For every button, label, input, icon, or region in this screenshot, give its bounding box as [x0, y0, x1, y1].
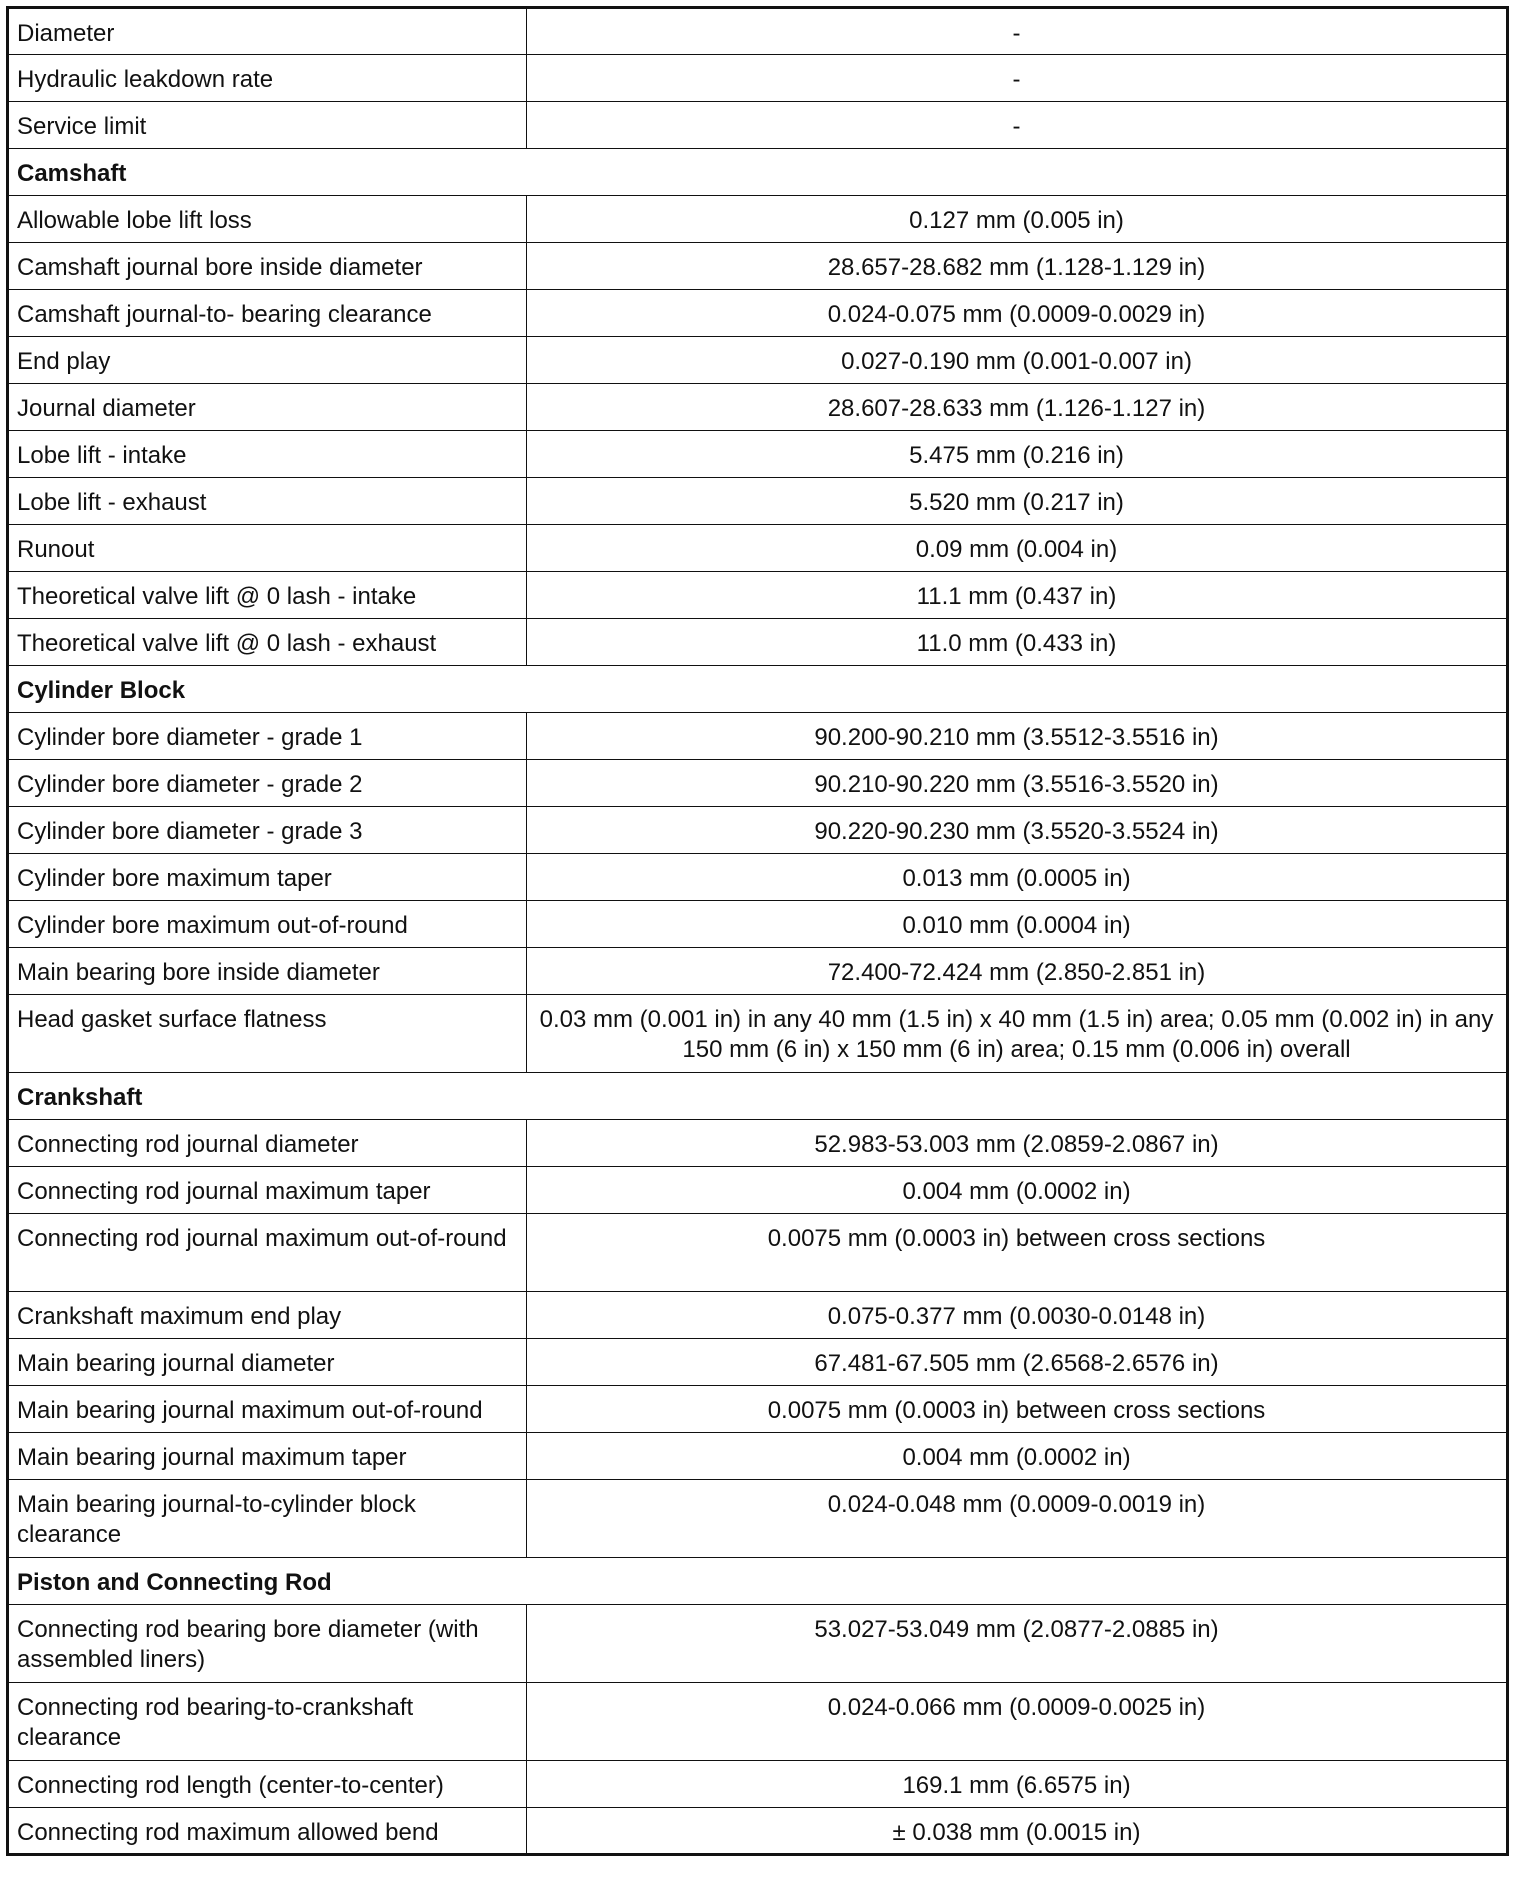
spec-label: Camshaft journal-to- bearing clearance: [8, 290, 527, 337]
spec-value: 52.983-53.003 mm (2.0859-2.0867 in): [527, 1120, 1508, 1167]
table-row: [8, 854, 1508, 901]
spec-value: 0.075-0.377 mm (0.0030-0.0148 in): [527, 1292, 1508, 1339]
section-header-row: [8, 149, 1508, 196]
spec-label: Cylinder bore maximum taper: [8, 854, 527, 901]
spec-value: 0.09 mm (0.004 in): [527, 525, 1508, 572]
spec-value: 28.657-28.682 mm (1.128-1.129 in): [527, 243, 1508, 290]
spec-value: 53.027-53.049 mm (2.0877-2.0885 in): [527, 1605, 1508, 1683]
table-row: [8, 384, 1508, 431]
spec-label: Connecting rod bearing bore diameter (with assembled liners): [8, 1605, 527, 1683]
spec-value: 0.024-0.048 mm (0.0009-0.0019 in): [527, 1480, 1508, 1558]
table-row: [8, 478, 1508, 525]
section-title: Crankshaft: [8, 1073, 1508, 1120]
section-title: Piston and Connecting Rod: [8, 1558, 1508, 1605]
specification-table: [6, 6, 1509, 1856]
spec-value: 90.210-90.220 mm (3.5516-3.5520 in): [527, 760, 1508, 807]
spec-label: Diameter: [8, 8, 527, 55]
spec-value: 0.0075 mm (0.0003 in) between cross sections: [527, 1386, 1508, 1433]
spec-label: Theoretical valve lift @ 0 lash - intake: [8, 572, 527, 619]
specification-table-body: [8, 8, 1508, 1855]
spec-value: 90.220-90.230 mm (3.5520-3.5524 in): [527, 807, 1508, 854]
table-row: [8, 243, 1508, 290]
spec-value: 90.200-90.210 mm (3.5512-3.5516 in): [527, 713, 1508, 760]
spec-value: -: [527, 102, 1508, 149]
spec-label: Journal diameter: [8, 384, 527, 431]
spec-label: Head gasket surface flatness: [8, 995, 527, 1073]
spec-label: Hydraulic leakdown rate: [8, 55, 527, 102]
spec-value: 169.1 mm (6.6575 in): [527, 1761, 1508, 1808]
spec-value: 11.1 mm (0.437 in): [527, 572, 1508, 619]
spec-value: 28.607-28.633 mm (1.126-1.127 in): [527, 384, 1508, 431]
table-row: [8, 760, 1508, 807]
spec-label: Camshaft journal bore inside diameter: [8, 243, 527, 290]
spec-table-container: [6, 6, 1506, 1856]
table-row: [8, 901, 1508, 948]
spec-label: End play: [8, 337, 527, 384]
spec-value: 67.481-67.505 mm (2.6568-2.6576 in): [527, 1339, 1508, 1386]
spec-value: 11.0 mm (0.433 in): [527, 619, 1508, 666]
table-row: [8, 431, 1508, 478]
spec-label: Connecting rod journal maximum out-of-round: [8, 1214, 527, 1292]
table-row: [8, 196, 1508, 243]
spec-value: 72.400-72.424 mm (2.850-2.851 in): [527, 948, 1508, 995]
table-row: [8, 713, 1508, 760]
spec-label: Cylinder bore diameter - grade 3: [8, 807, 527, 854]
section-header-row: [8, 666, 1508, 713]
spec-label: Lobe lift - exhaust: [8, 478, 527, 525]
spec-value: 0.013 mm (0.0005 in): [527, 854, 1508, 901]
table-row: [8, 1120, 1508, 1167]
table-row: [8, 1761, 1508, 1808]
spec-label: Lobe lift - intake: [8, 431, 527, 478]
spec-label: Main bearing journal diameter: [8, 1339, 527, 1386]
spec-value: ± 0.038 mm (0.0015 in): [527, 1808, 1508, 1855]
table-row: [8, 1292, 1508, 1339]
spec-value: 0.0075 mm (0.0003 in) between cross sections: [527, 1214, 1508, 1292]
spec-value: -: [527, 55, 1508, 102]
table-row: [8, 55, 1508, 102]
table-row: [8, 290, 1508, 337]
spec-label: Theoretical valve lift @ 0 lash - exhaust: [8, 619, 527, 666]
spec-label: Connecting rod journal maximum taper: [8, 1167, 527, 1214]
spec-label: Main bearing journal maximum out-of-round: [8, 1386, 527, 1433]
table-row: [8, 102, 1508, 149]
table-row: [8, 1167, 1508, 1214]
spec-label: Crankshaft maximum end play: [8, 1292, 527, 1339]
spec-value: -: [527, 8, 1508, 55]
spec-label: Connecting rod maximum allowed bend: [8, 1808, 527, 1855]
spec-value: 5.475 mm (0.216 in): [527, 431, 1508, 478]
table-row: [8, 1214, 1508, 1292]
table-row: [8, 1605, 1508, 1683]
table-row: [8, 807, 1508, 854]
spec-value: 0.024-0.075 mm (0.0009-0.0029 in): [527, 290, 1508, 337]
section-title: Camshaft: [8, 149, 1508, 196]
table-row: [8, 1808, 1508, 1855]
table-row: [8, 995, 1508, 1073]
spec-label: Connecting rod bearing-to-crankshaft clearance: [8, 1683, 527, 1761]
spec-label: Runout: [8, 525, 527, 572]
spec-label: Cylinder bore diameter - grade 1: [8, 713, 527, 760]
spec-label: Main bearing journal maximum taper: [8, 1433, 527, 1480]
spec-value: 0.024-0.066 mm (0.0009-0.0025 in): [527, 1683, 1508, 1761]
table-row: [8, 1480, 1508, 1558]
spec-label: Main bearing bore inside diameter: [8, 948, 527, 995]
section-title: Cylinder Block: [8, 666, 1508, 713]
spec-value: 0.027-0.190 mm (0.001-0.007 in): [527, 337, 1508, 384]
table-row: [8, 337, 1508, 384]
spec-value: 5.520 mm (0.217 in): [527, 478, 1508, 525]
spec-label: Allowable lobe lift loss: [8, 196, 527, 243]
spec-label: Service limit: [8, 102, 527, 149]
spec-value: 0.004 mm (0.0002 in): [527, 1167, 1508, 1214]
spec-value: 0.03 mm (0.001 in) in any 40 mm (1.5 in) x 40 mm (1.5 in) area; 0.05 mm (0.002 in) in any 150 mm (6 in) x 150 mm (6 in) area; 0.15 mm (0.006 in) overall: [527, 995, 1508, 1073]
table-row: [8, 619, 1508, 666]
spec-label: Cylinder bore maximum out-of-round: [8, 901, 527, 948]
table-row: [8, 572, 1508, 619]
spec-value: 0.010 mm (0.0004 in): [527, 901, 1508, 948]
spec-label: Main bearing journal-to-cylinder block clearance: [8, 1480, 527, 1558]
spec-label: Connecting rod journal diameter: [8, 1120, 527, 1167]
table-row: [8, 1339, 1508, 1386]
table-row: [8, 8, 1508, 55]
spec-value: 0.004 mm (0.0002 in): [527, 1433, 1508, 1480]
spec-label: Cylinder bore diameter - grade 2: [8, 760, 527, 807]
section-header-row: [8, 1558, 1508, 1605]
spec-value: 0.127 mm (0.005 in): [527, 196, 1508, 243]
spec-label: Connecting rod length (center-to-center): [8, 1761, 527, 1808]
table-row: [8, 1683, 1508, 1761]
table-row: [8, 1386, 1508, 1433]
table-row: [8, 525, 1508, 572]
table-row: [8, 948, 1508, 995]
table-row: [8, 1433, 1508, 1480]
section-header-row: [8, 1073, 1508, 1120]
